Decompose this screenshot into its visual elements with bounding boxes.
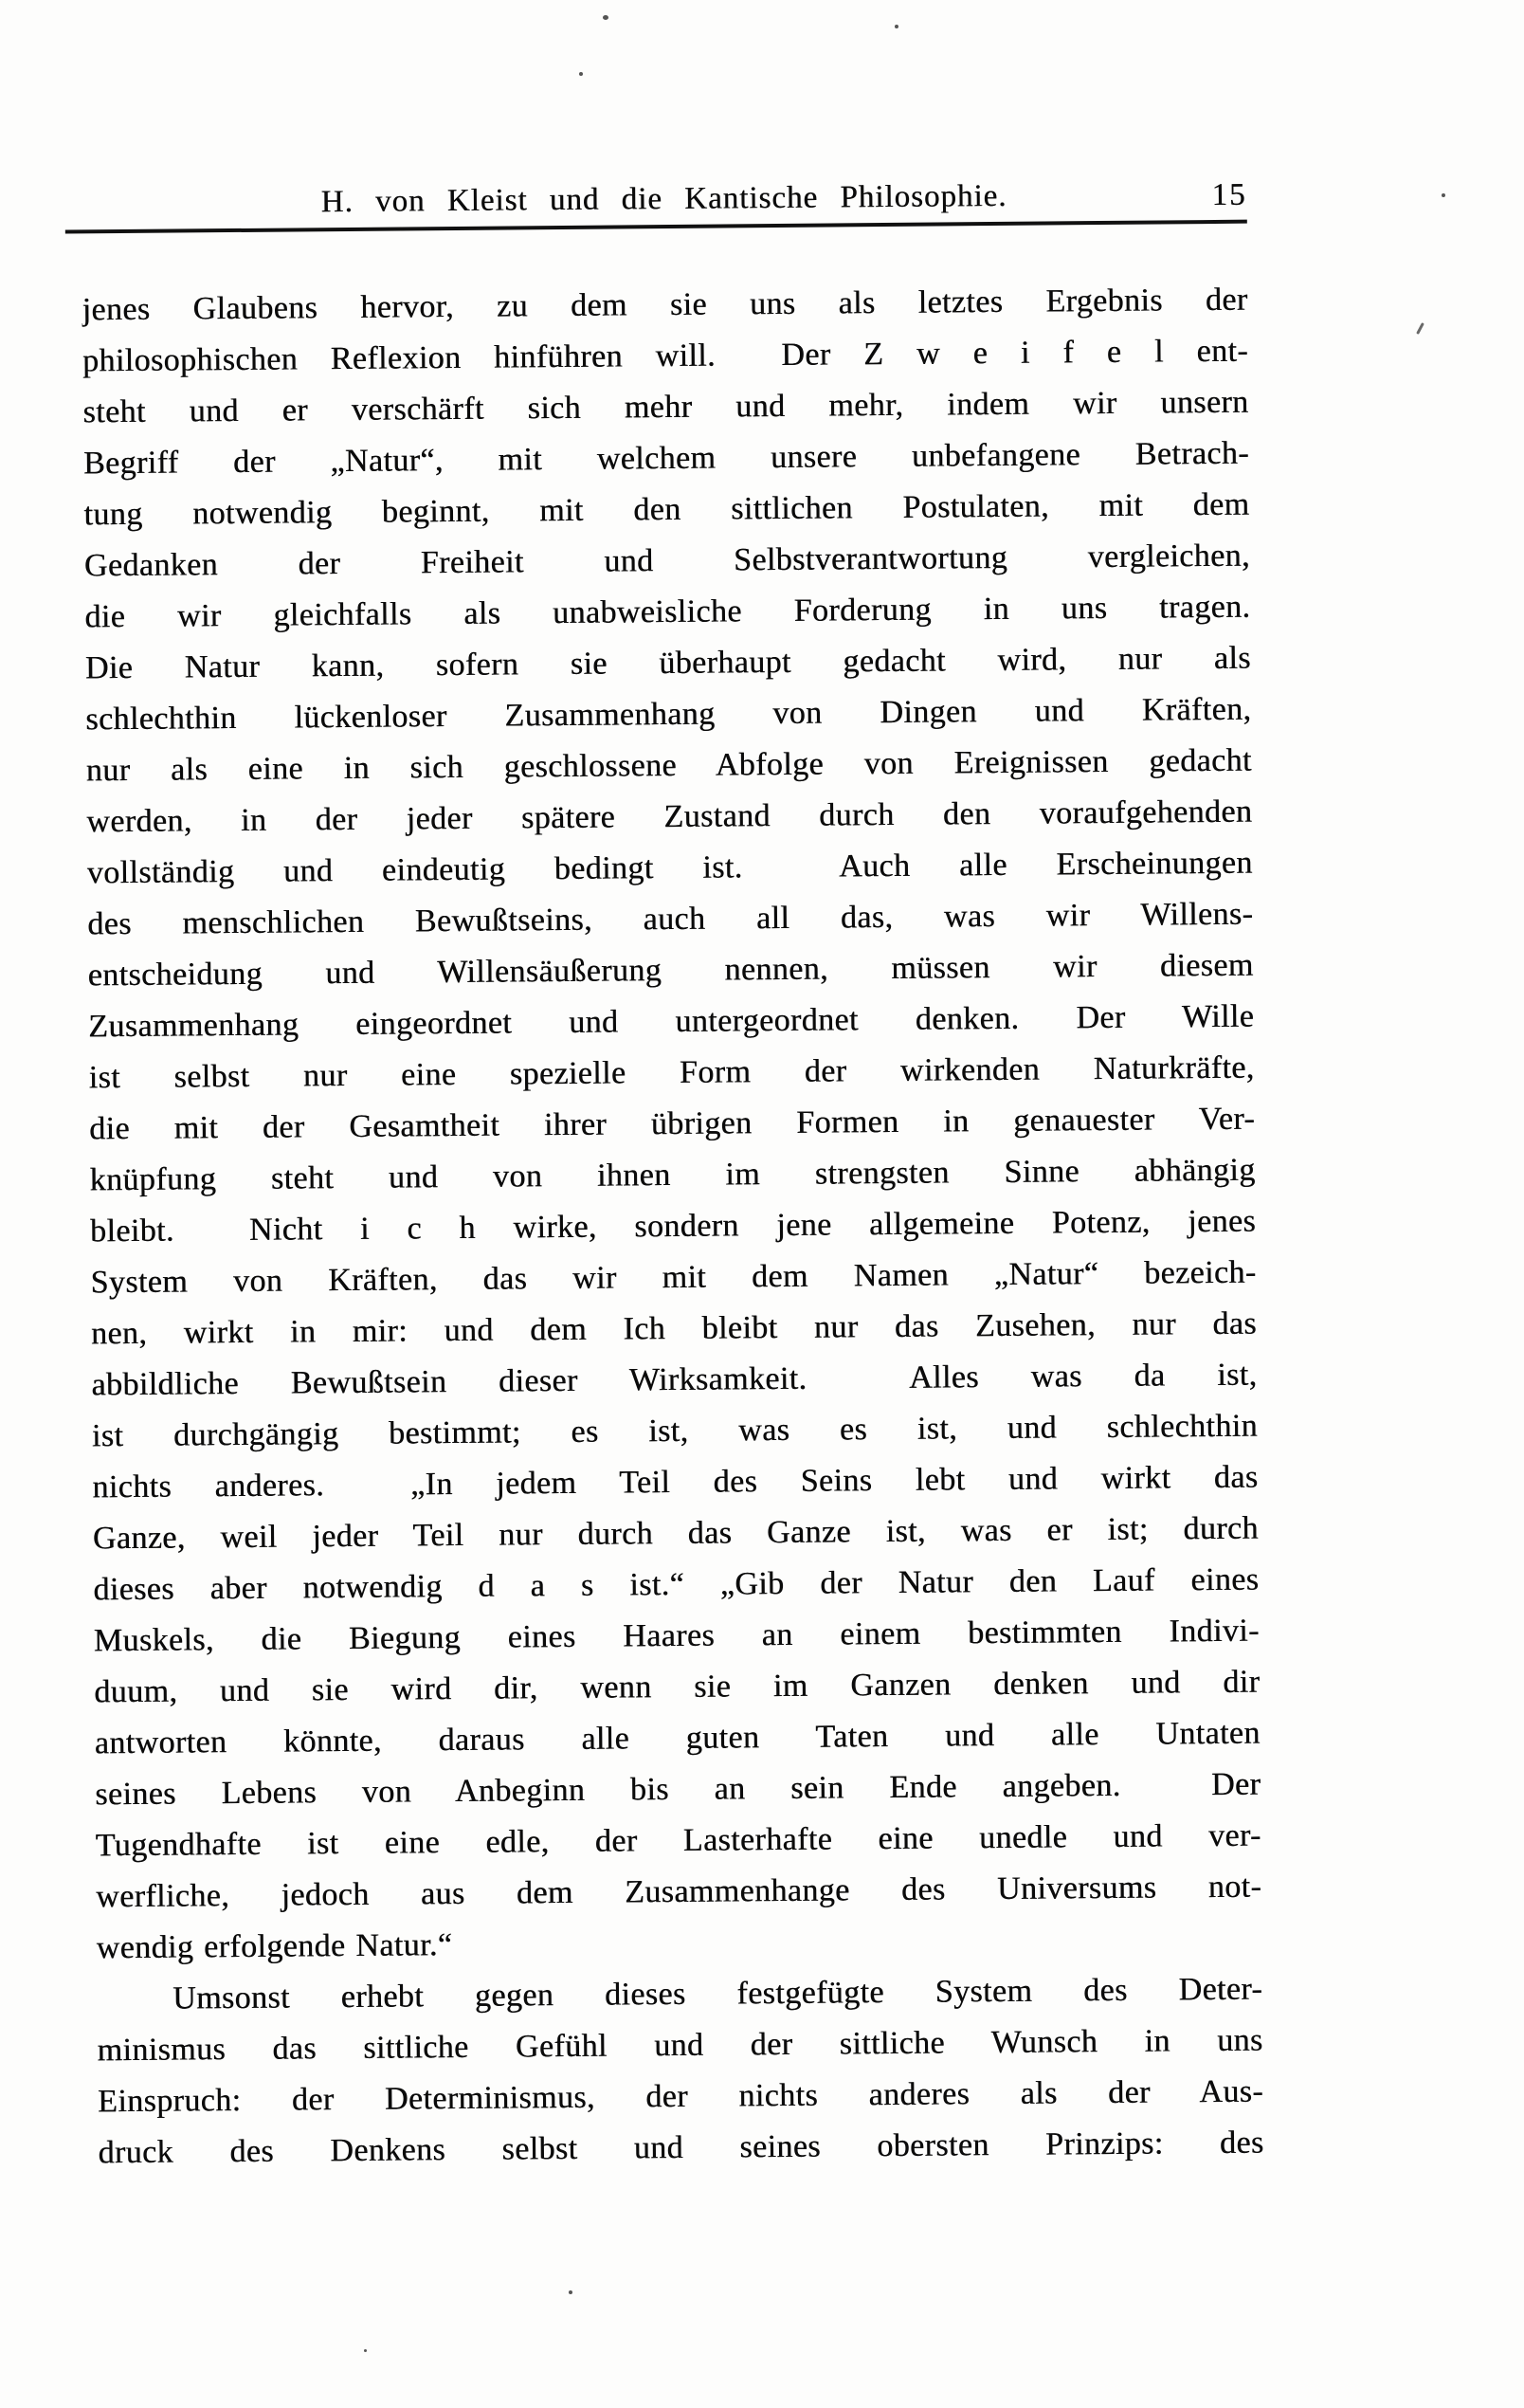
text-line: nen, wirkt in mir: und dem Ich bleibt nur das Zusehen, nur das xyxy=(90,1305,1258,1352)
text-line: philosophischen Reflexion hinführen will. Der Z w e i f e l ent- xyxy=(82,333,1249,379)
text-line: Ganze, weil jeder Teil nur durch das Ganze ist, was er ist; durch xyxy=(92,1510,1259,1557)
text-line: druck des Denkens selbst und seines obersten Prinzips: des xyxy=(98,2125,1264,2171)
text-line: entscheidung und Willensäußerung nennen, müssen wir diesem xyxy=(87,947,1254,994)
text-line: die wir gleichfalls als unabweisliche Forderung in uns tragen. xyxy=(84,589,1251,635)
scan-speck xyxy=(364,2349,367,2352)
page-number: 15 xyxy=(1211,177,1247,212)
text-line: Muskels, die Biegung eines Haares an einem bestimmten Indivi- xyxy=(93,1613,1260,1659)
text-line: antworten könnte, daraus alle guten Taten und alle Untaten xyxy=(94,1715,1261,1761)
text-line: nur als eine in sich geschlossene Abfolge von Ereignissen gedacht xyxy=(85,742,1252,789)
text-line: werfliche, jedoch aus dem Zusammenhange des Universums not- xyxy=(96,1869,1262,1915)
text-line: Tugendhafte ist eine edle, der Lasterhafte eine unedle und ver- xyxy=(95,1817,1261,1864)
running-header xyxy=(64,175,1246,234)
text-line: steht und er verschärft sich mehr und mehr, indem wir unsern xyxy=(82,384,1249,430)
text-line: Umsonst erhebt gegen dieses festgefügte System des Deter- xyxy=(172,1971,1263,2016)
text-line: des menschlichen Bewußtseins, auch all das, was wir Willens- xyxy=(87,896,1254,942)
scan-speck xyxy=(895,25,898,28)
text-line: bleibt. Nicht i c h wirke, sondern jene allgemeine Potenz, jenes xyxy=(89,1203,1257,1250)
text-line: schlechthin lückenloser Zusammenhang von Dingen und Kräften, xyxy=(85,691,1252,738)
text-line: minismus das sittliche Gefühl und der sittliche Wunsch in uns xyxy=(97,2022,1263,2069)
text-line: die mit der Gesamtheit ihrer übrigen Formen in genauester Ver- xyxy=(88,1101,1256,1147)
text-line: wendig erfolgende Natur.“ xyxy=(96,1927,453,1966)
text-line: Die Natur kann, sofern sie überhaupt gedacht wird, nur als xyxy=(84,640,1251,686)
scan-speck xyxy=(579,72,583,76)
text-line: duum, und sie wird dir, wenn sie im Ganzen denken und dir xyxy=(94,1664,1261,1710)
running-header-title: H. von Kleist und die Kantische Philosophie. xyxy=(320,178,1007,220)
body-text xyxy=(82,275,1263,2180)
text-line: vollständig und eindeutig bedingt ist. Auch alle Erscheinungen xyxy=(86,845,1253,891)
text-line: System von Kräften, das wir mit dem Namen „Natur“ bezeich- xyxy=(90,1254,1257,1301)
text-line: dieses aber notwendig d a s ist.“ „Gib der Natur den Lauf eines xyxy=(93,1561,1260,1608)
scan-speck xyxy=(569,2290,572,2294)
text-line: ist selbst nur eine spezielle Form der wirkenden Naturkräfte, xyxy=(88,1049,1255,1096)
text-line: Gedanken der Freiheit und Selbstverantwortung vergleichen, xyxy=(83,538,1251,584)
text-line: Einspruch: der Determinismus, der nichts anderes als der Aus- xyxy=(97,2073,1264,2120)
text-line: nichts anderes. „In jedem Teil des Seins lebt und wirkt das xyxy=(92,1459,1259,1505)
text-line: seines Lebens von Anbeginn bis an sein Ende angeben. Der xyxy=(95,1766,1261,1813)
text-line: knüpfung steht und von ihnen im strengsten Sinne abhängig xyxy=(89,1152,1256,1198)
text-line: ist durchgängig bestimmt; es ist, was es ist, und schlechthin xyxy=(91,1408,1259,1454)
scan-speck xyxy=(1416,322,1424,335)
text-line: abbildliche Bewußtsein dieser Wirksamkeit. Alles was da ist, xyxy=(91,1357,1258,1403)
text-line: tung notwendig beginnt, mit den sittlichen Postulaten, mit dem xyxy=(83,486,1250,533)
text-line: jenes Glaubens hervor, zu dem sie uns als letztes Ergebnis der xyxy=(82,282,1248,328)
text-line: Zusammenhang eingeordnet und untergeordnet denken. Der Wille xyxy=(88,998,1255,1045)
scan-speck xyxy=(603,15,608,20)
scan-speck xyxy=(1442,193,1445,197)
page-content xyxy=(81,175,1263,2180)
text-line: Begriff der „Natur“, mit welchem unsere unbefangene Betrach- xyxy=(82,435,1250,482)
text-line: werden, in der jeder spätere Zustand durch den voraufgehenden xyxy=(86,794,1253,840)
